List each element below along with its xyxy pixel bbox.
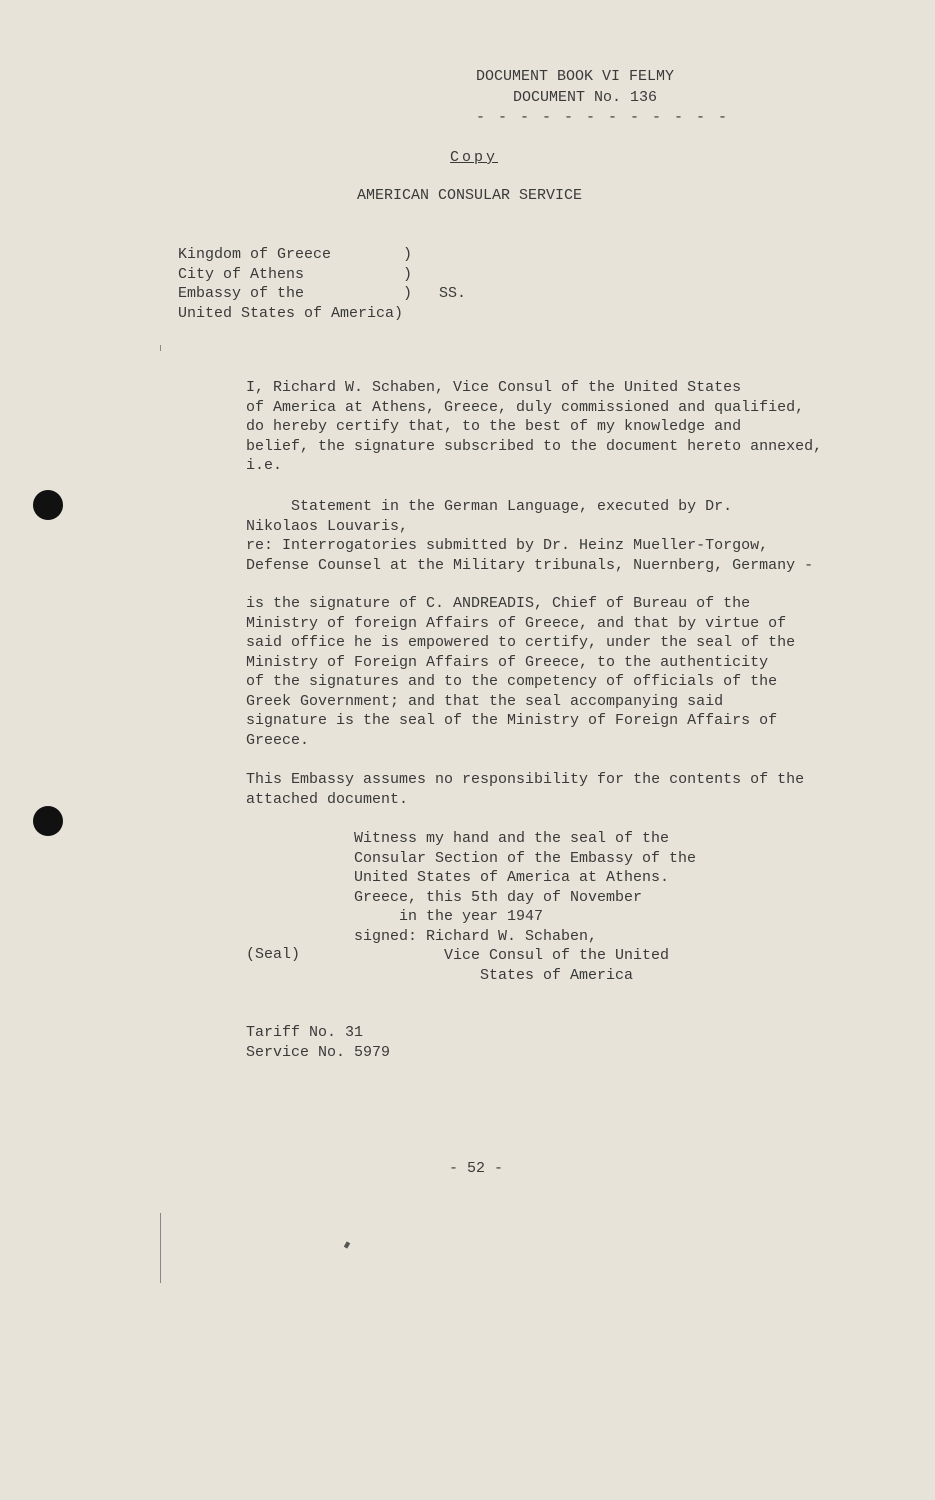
service-number: Service No. 5979 xyxy=(246,1044,391,1061)
witness-line: Vice Consul of the United xyxy=(354,947,670,964)
certification-line: I, Richard W. Schaben, Vice Consul of the United States xyxy=(246,379,742,396)
witness-line: States of America xyxy=(354,966,634,984)
venue-line: City of Athens ) xyxy=(178,265,413,283)
service-title: AMERICAN CONSULAR SERVICE xyxy=(357,187,583,204)
margin-mark xyxy=(160,345,161,351)
header-separator: - - - - - - - - - - - - xyxy=(476,109,730,126)
statement-line: Defense Counsel at the Military tribunals, Nuernberg, Germany - xyxy=(246,556,814,574)
binder-hole-upper xyxy=(33,490,63,520)
signature-clause-line: is the signature of C. ANDREADIS, Chief of Bureau of the xyxy=(246,595,751,612)
certification-paragraph xyxy=(246,378,822,476)
venue-line: United States of America) xyxy=(178,304,404,322)
statement-paragraph xyxy=(246,497,813,575)
tariff-number: Tariff No. 31 xyxy=(246,1024,364,1041)
statement-line: re: Interrogatories submitted by Dr. Heinz Mueller-Torgow, xyxy=(246,537,769,554)
witness-line: in the year 1947 xyxy=(354,908,544,925)
signature-clause-paragraph xyxy=(246,594,795,750)
witness-line: Witness my hand and the seal of the xyxy=(354,830,670,847)
witness-line: United States of America at Athens. xyxy=(354,869,670,886)
signature-clause-line: Greek Government; and that the seal accompanying said xyxy=(246,692,724,710)
witness-block xyxy=(354,829,696,985)
margin-mark xyxy=(160,1213,161,1283)
witness-line: Consular Section of the Embassy of the xyxy=(354,849,697,867)
witness-line: signed: Richard W. Schaben, xyxy=(354,927,598,945)
signature-clause-line: of the signatures and to the competency of officials of the xyxy=(246,673,778,690)
signature-clause-line: Ministry of foreign Affairs of Greece, and that by virtue of xyxy=(246,614,787,632)
page-number: - 52 - xyxy=(449,1160,504,1177)
signature-clause-line: signature is the seal of the Ministry of Foreign Affairs of xyxy=(246,712,778,729)
venue-block xyxy=(178,245,466,323)
signature-clause-line: said office he is empowered to certify, under the seal of the xyxy=(246,634,796,651)
disclaimer-line: attached document. xyxy=(246,790,409,808)
certification-line: belief, the signature subscribed to the document hereto annexed, xyxy=(246,437,823,455)
document-number: DOCUMENT No. 136 xyxy=(513,89,658,106)
signature-clause-line: Greece. xyxy=(246,731,310,749)
seal-label: (Seal) xyxy=(246,946,301,963)
binder-hole-lower xyxy=(33,806,63,836)
signature-clause-line: Ministry of Foreign Affairs of Greece, to the authenticity xyxy=(246,653,769,671)
disclaimer-line: This Embassy assumes no responsibility for the contents of the xyxy=(246,771,805,788)
ink-speck xyxy=(344,1241,350,1248)
document-book-label: DOCUMENT BOOK VI FELMY xyxy=(476,68,675,85)
disclaimer-paragraph xyxy=(246,770,804,809)
venue-line: Embassy of the ) SS. xyxy=(178,285,467,302)
venue-line: Kingdom of Greece ) xyxy=(178,246,413,263)
certification-line: do hereby certify that, to the best of my knowledge and xyxy=(246,418,742,435)
certification-line: of America at Athens, Greece, duly commissioned and qualified, xyxy=(246,398,805,416)
witness-line: Greece, this 5th day of November xyxy=(354,888,643,906)
statement-line: Statement in the German Language, executed by Dr. xyxy=(246,498,733,515)
copy-label: Copy xyxy=(450,149,499,166)
certification-line: i.e. xyxy=(246,457,283,474)
statement-line: Nikolaos Louvaris, xyxy=(246,517,409,535)
